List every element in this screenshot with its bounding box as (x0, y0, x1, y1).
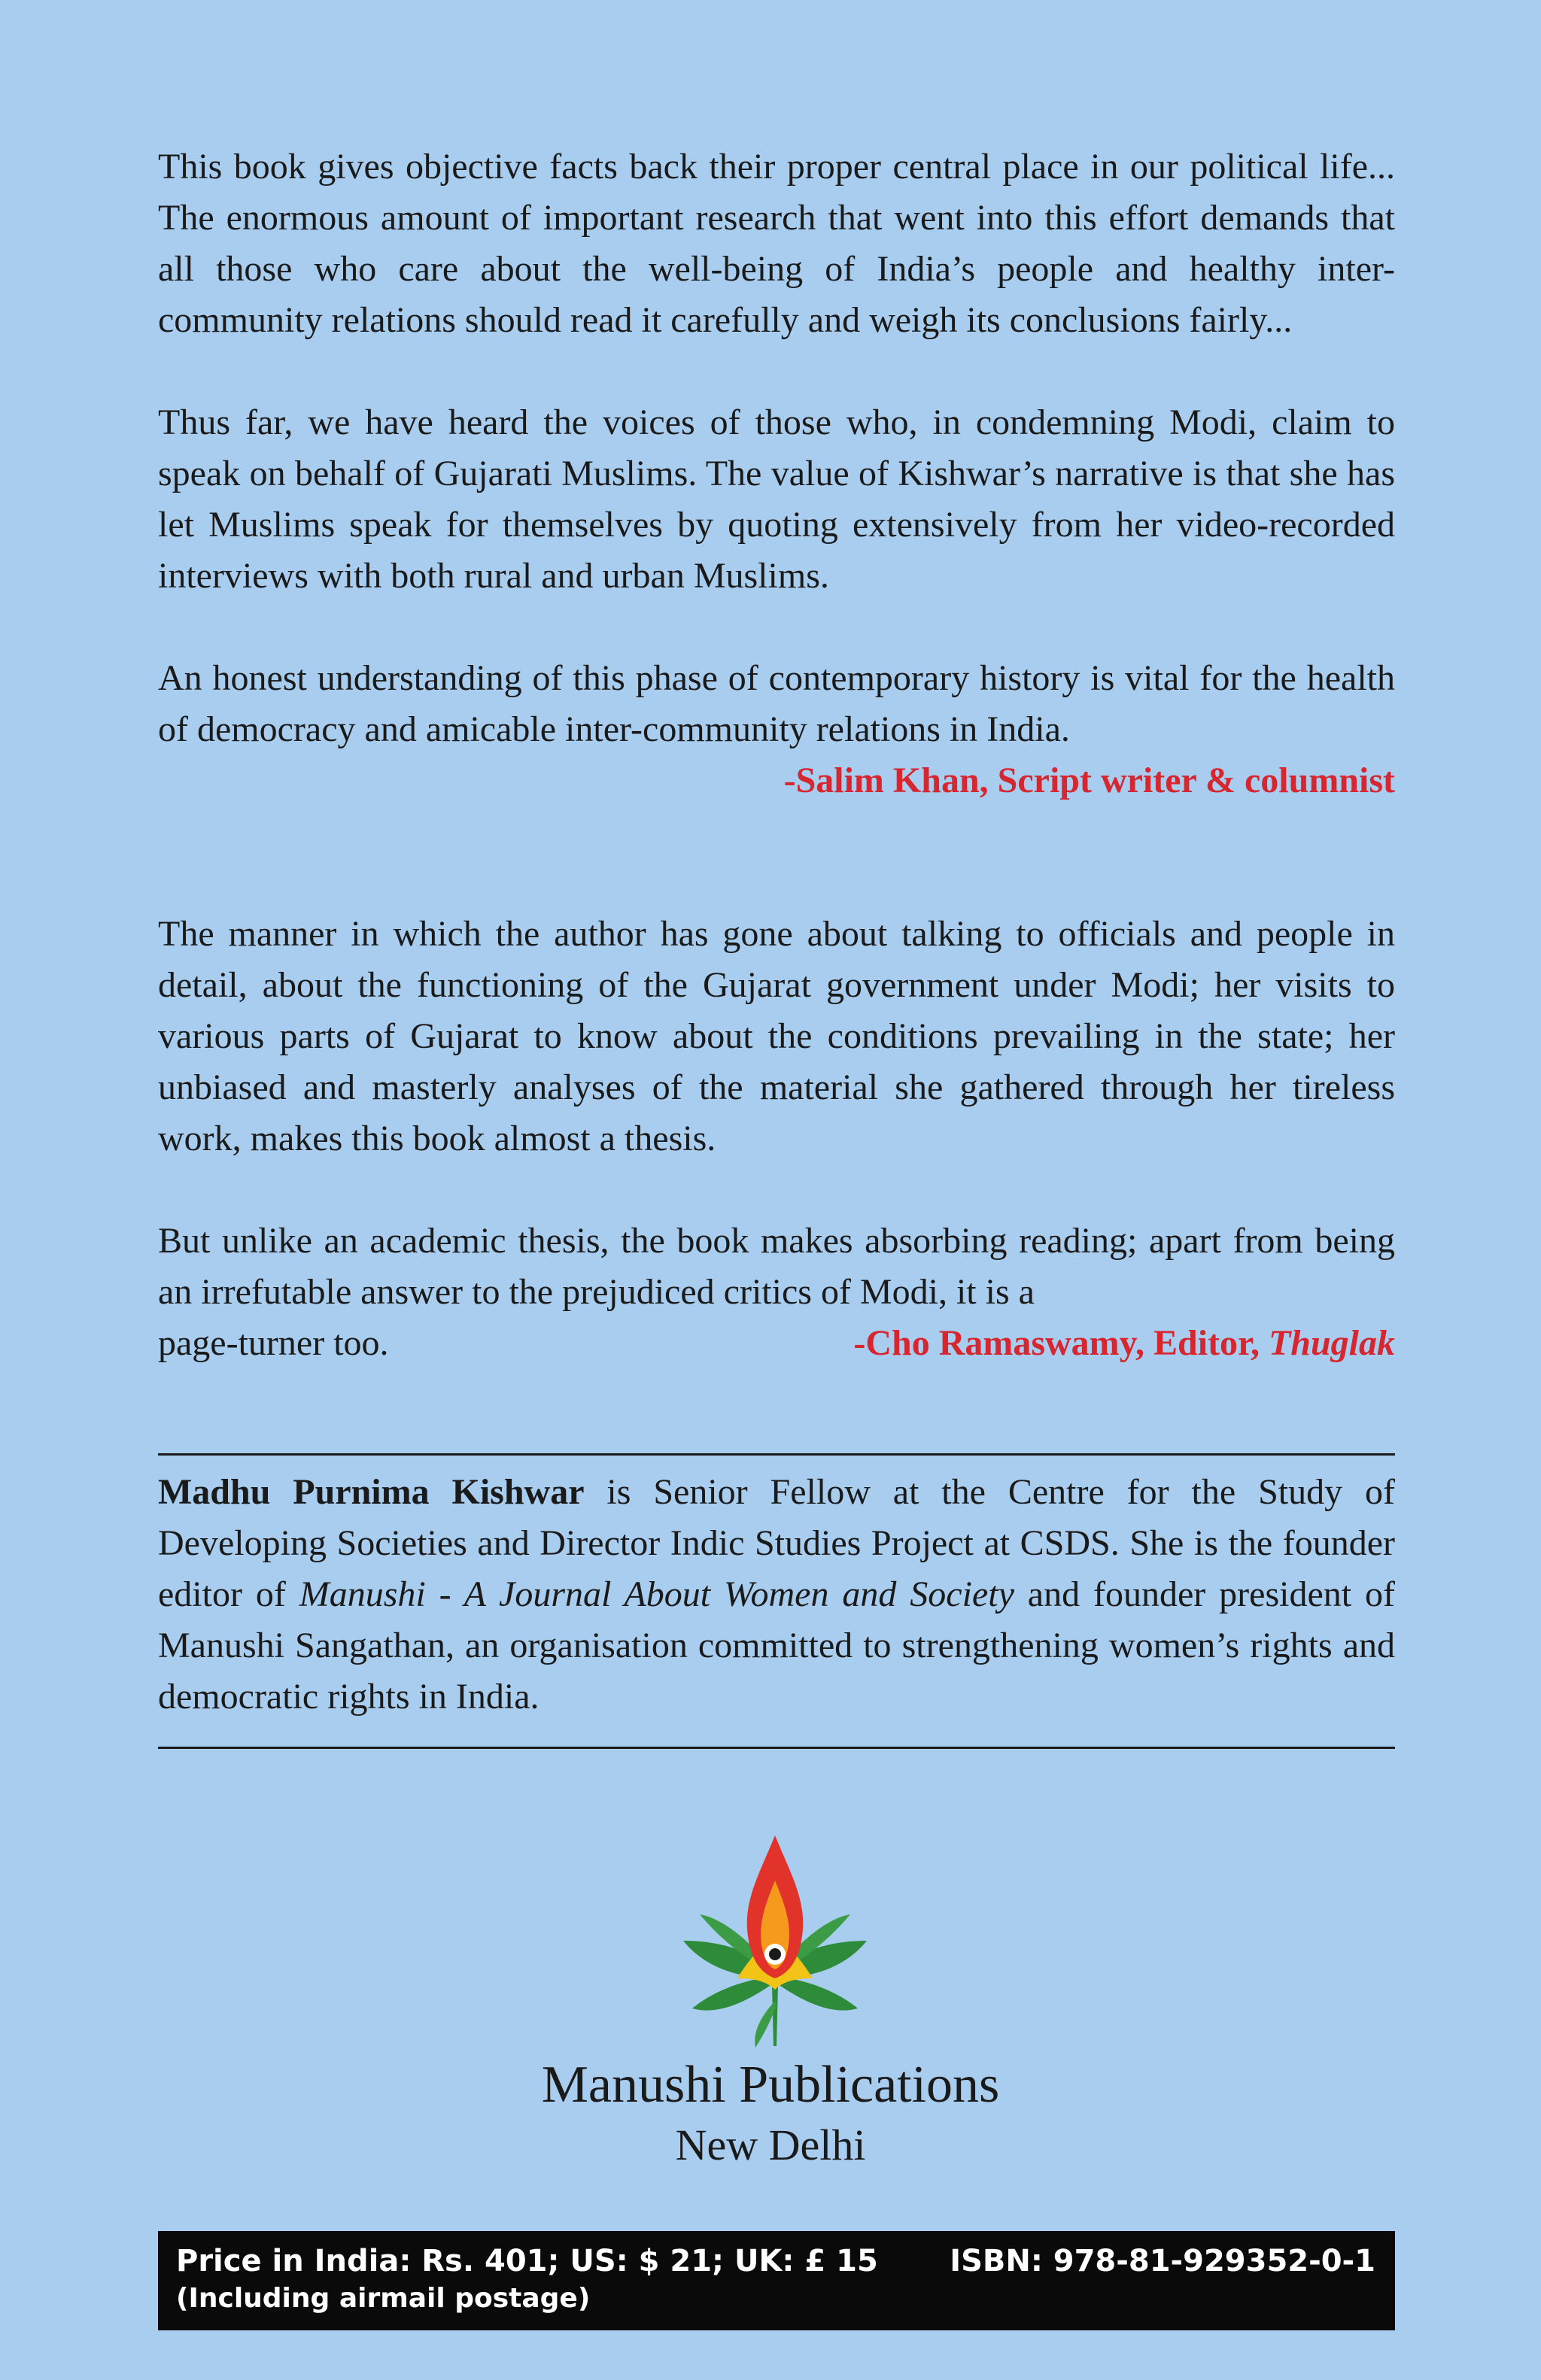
price-bar (158, 2231, 1395, 2330)
quote-paragraph-4: The manner in which the author has gone about talking to officials and people in detail, about the functioning of the Gujarat government under Modi; her visits to various parts of Gujarat to know about the conditions prevailing in the state; her unbiased and masterly analyses of the material she gathered through her tireless work, makes this book almost a thesis. (158, 914, 1395, 1158)
manushi-logo-icon (677, 1828, 873, 2054)
quote-paragraph-1: This book gives objective facts back their proper central place in our political life... The enormous amount of important research that went into this effort demands that all those who care about the well-being of India’s people and healthy inter-community relations should read it carefully and weigh its conclusions fairly... (158, 147, 1395, 340)
bottom-divider (158, 1747, 1395, 1749)
attribution-cho-ramaswamy (853, 1318, 1395, 1369)
quote-paragraph-2: Thus far, we have heard the voices of those who, in condemning Modi, claim to speak on behalf of Gujarati Muslims. The value of Kishwar’s narrative is that she has let Muslims speak for themselves by quoting extensively from her video-recorded interviews with both rural and urban Muslims. (158, 402, 1395, 596)
quote-paragraph-5-end: page-turner too. (158, 1323, 389, 1363)
quote-block-salim-khan (158, 141, 1395, 806)
bio-text-2: and founder president of Manushi Sangathan, an organisation committed to strengthening women’s rights and democratic rights in India. (158, 1574, 1395, 1717)
publisher-name: Manushi Publications (541, 2056, 1000, 2114)
top-divider (158, 1453, 1395, 1456)
postage-note: (Including airmail postage) (176, 2283, 591, 2314)
quote-paragraph-3: An honest understanding of this phase of contemporary history is vital for the health of democracy and amicable inter-community relations in India. (158, 658, 1395, 749)
author-bio (158, 1467, 1395, 1723)
author-name: Madhu Purnima Kishwar (158, 1472, 585, 1512)
bio-text-1: is Senior Fellow at the Centre for the Study of Developing Societies and Director Indic Studies Project at CSDS. She is the founder editor of (158, 1472, 1395, 1614)
price-text: Price in India: Rs. 401; US: $ 21; UK: £ 15 (176, 2244, 878, 2278)
isbn-text: ISBN: 978-81-929352-0-1 (950, 2244, 1375, 2278)
quote-paragraph-5: But unlike an academic thesis, the book makes absorbing reading; apart from being an irrefutable answer to the prejudiced critics of Modi, it is a (158, 1221, 1395, 1312)
journal-title: Manushi - A Journal About Women and Society (299, 1574, 1014, 1614)
publisher-city: New Delhi (675, 2120, 866, 2169)
quote-last-line (158, 1318, 1395, 1369)
attribution-salim-khan: -Salim Khan, Script writer & columnist (783, 760, 1395, 800)
attribution-publication: Thuglak (1268, 1323, 1395, 1363)
author-bio-text (158, 1467, 1395, 1723)
attribution-prefix: -Cho Ramaswamy, Editor, (853, 1323, 1260, 1363)
quote-block-cho-ramaswamy (158, 909, 1395, 1369)
price-row (176, 2242, 1375, 2281)
